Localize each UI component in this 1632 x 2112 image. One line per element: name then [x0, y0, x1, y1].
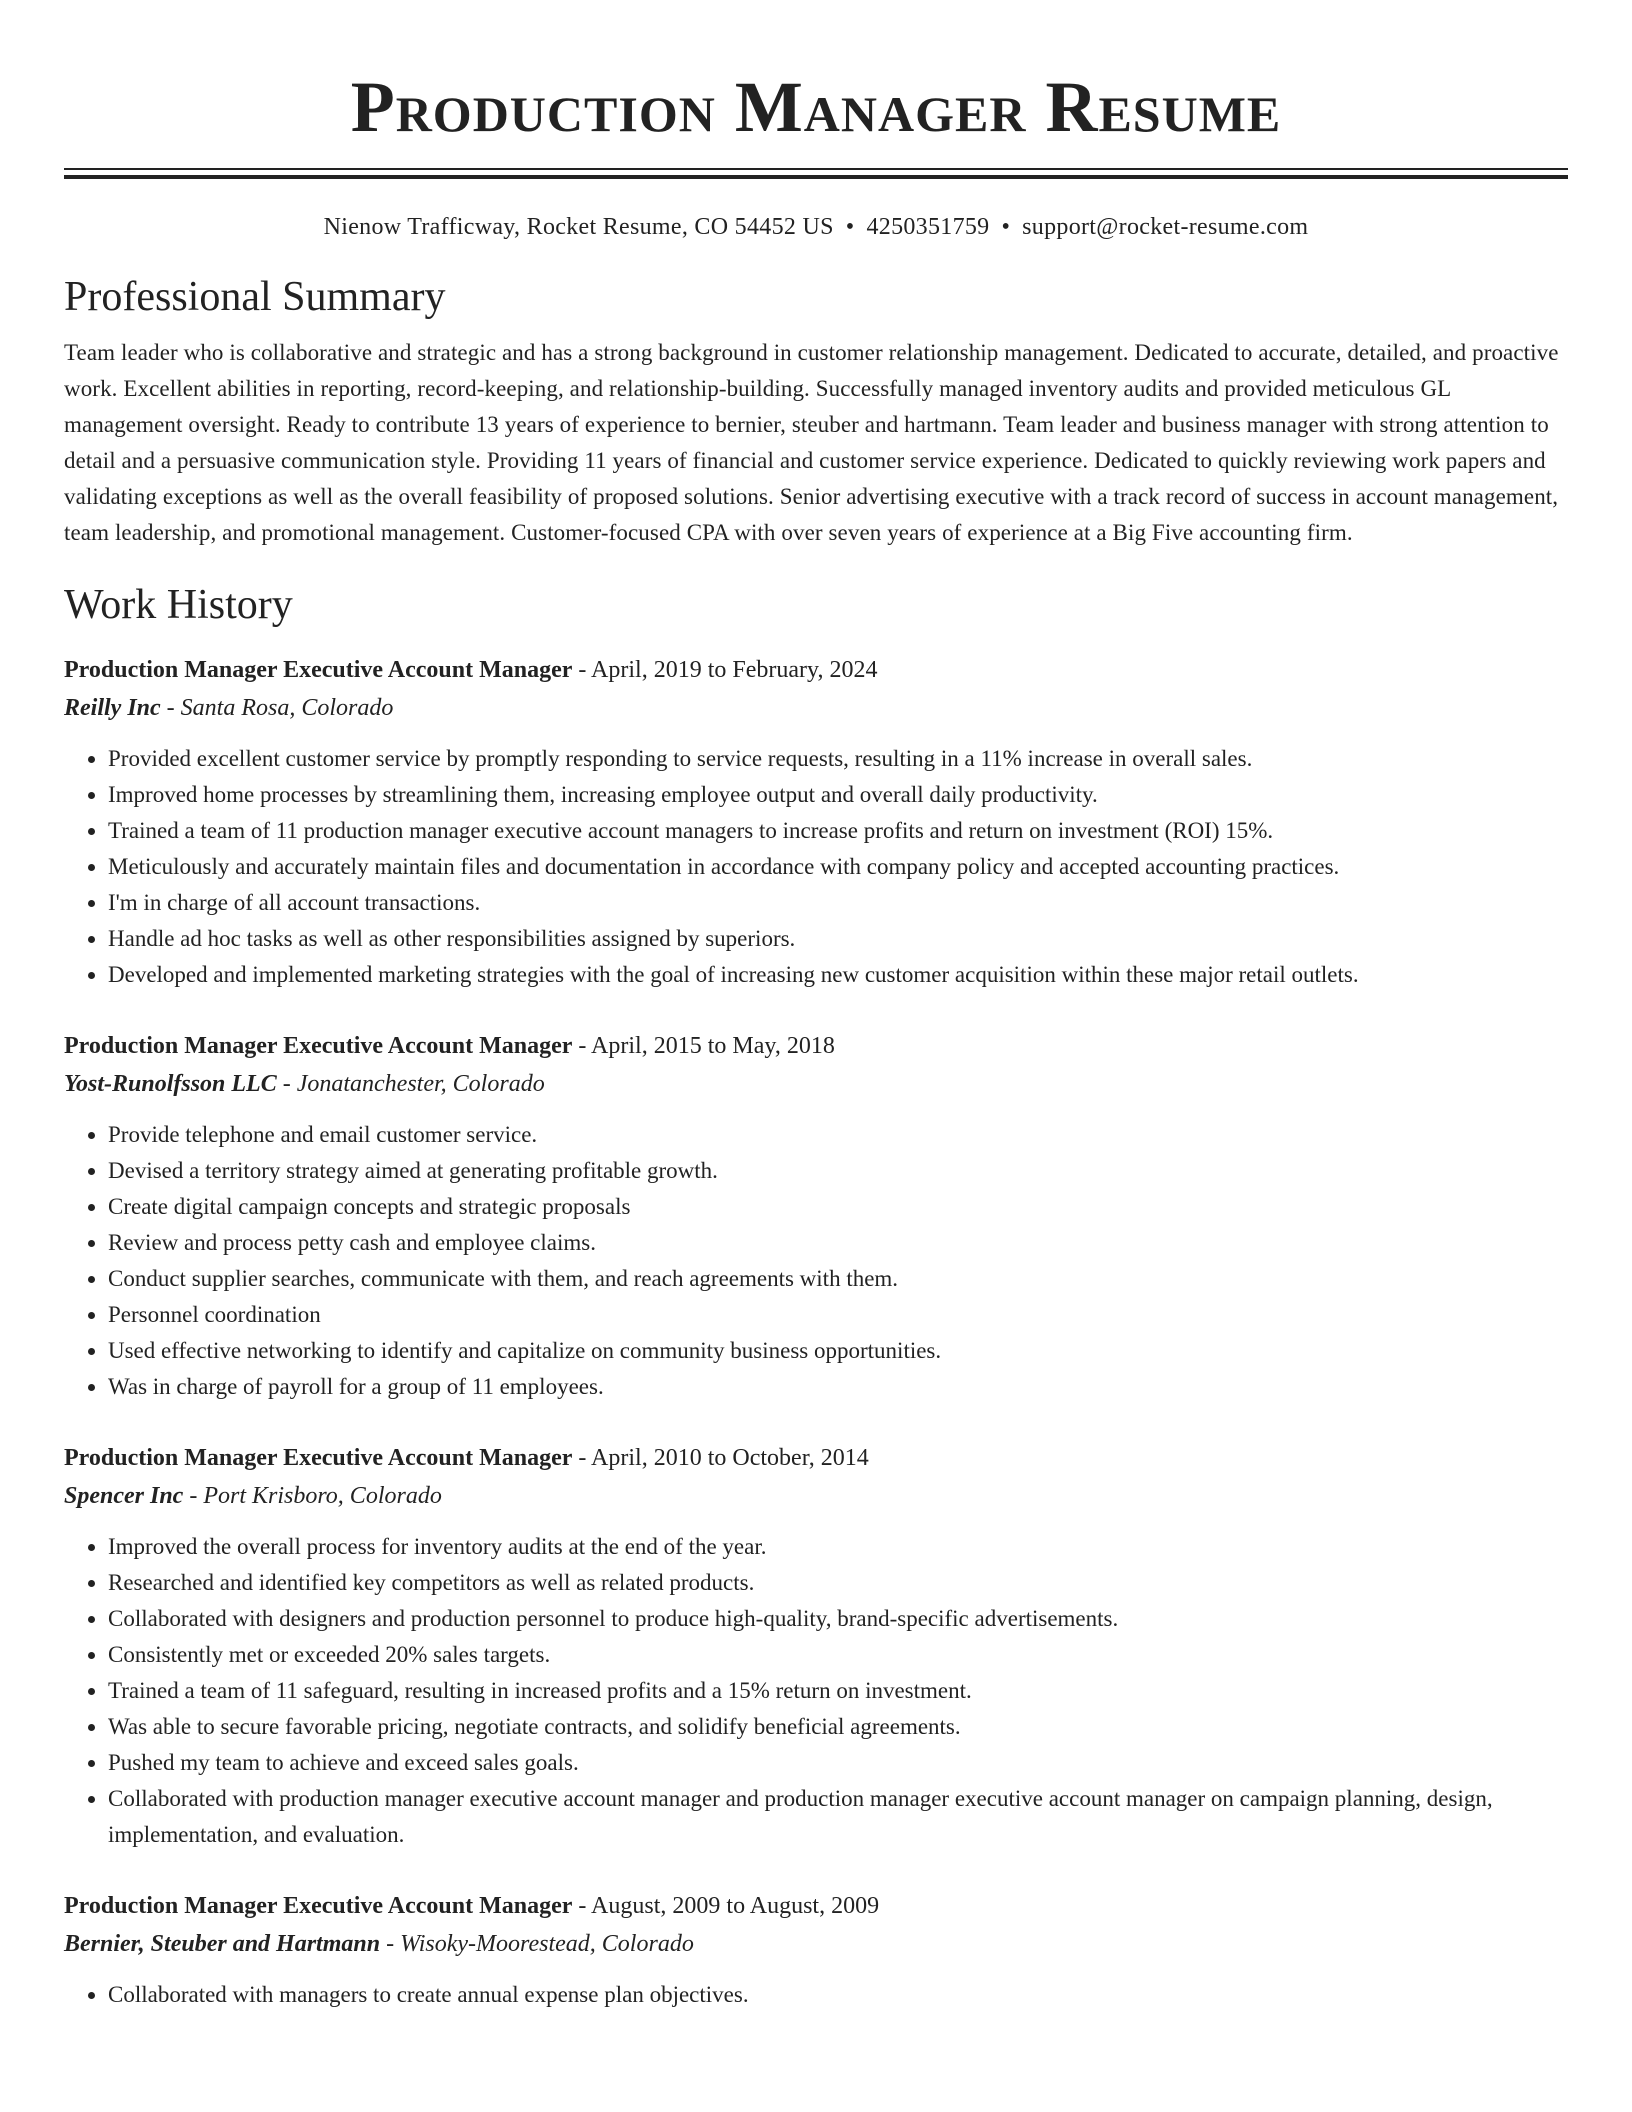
job-duty-item: • Review and process petty cash and employee claims. [108, 1225, 1568, 1261]
contact-email: support@rocket-resume.com [1022, 214, 1309, 240]
job-company-line [64, 1065, 1568, 1103]
job-location: - Santa Rosa, Colorado [160, 695, 394, 721]
job-duties-list [64, 1977, 1568, 2013]
job-entry [64, 651, 1568, 993]
job-duty-item: • Pushed my team to achieve and exceed sales goals. [108, 1745, 1568, 1781]
job-duty-item: • Handle ad hoc tasks as well as other responsibilities assigned by superiors. [108, 921, 1568, 957]
job-entry [64, 1439, 1568, 1853]
job-entry [64, 1027, 1568, 1405]
contact-phone: 4250351759 [866, 214, 990, 240]
job-duty-item: • Personnel coordination [108, 1297, 1568, 1333]
job-location: - Port Krisboro, Colorado [183, 1483, 442, 1509]
job-header [64, 1027, 1568, 1065]
job-company: Bernier, Steuber and Hartmann [64, 1931, 381, 1957]
contact-address: Nienow Trafficway, Rocket Resume, CO 54452 US [323, 214, 834, 240]
job-duty-item: • I'm in charge of all account transactions. [108, 885, 1568, 921]
job-duty-item: • Was in charge of payroll for a group of 11 employees. [108, 1369, 1568, 1405]
job-duty-item: • Collaborated with managers to create annual expense plan objectives. [108, 1977, 1568, 2013]
job-duty-item: • Meticulously and accurately maintain files and documentation in accordance with company policy and accepted accounting practices. [108, 849, 1568, 885]
job-role: Production Manager Executive Account Manager [64, 1033, 573, 1059]
job-company: Reilly Inc [64, 695, 161, 721]
job-role: Production Manager Executive Account Manager [64, 1445, 573, 1471]
job-duty-item: • Collaborated with production manager executive account manager and production manager executive account manager on campaign planning, design, implementation, and evaluation. [108, 1781, 1568, 1853]
job-header [64, 1887, 1568, 1925]
job-duties-list [64, 1529, 1568, 1853]
job-duty-item: • Improved home processes by streamlining them, increasing employee output and overall daily productivity. [108, 777, 1568, 813]
job-company-line [64, 1477, 1568, 1515]
job-duty-item: • Collaborated with designers and production personnel to produce high-quality, brand-specific advertisements. [108, 1601, 1568, 1637]
job-dates: - August, 2009 to August, 2009 [572, 1893, 880, 1919]
job-duty-item: • Was able to secure favorable pricing, negotiate contracts, and solidify beneficial agreements. [108, 1709, 1568, 1745]
summary-text: Team leader who is collaborative and strategic and has a strong background in customer relationship management. Dedicated to accurate, detailed, and proactive work. Excellent abilities in reporting, record-keeping, and relationship-building. Successfully managed inventory audits and provided meticulous GL management oversight. Ready to contribute 13 years of experience to bernier, steuber and hartmann. Team leader and business manager with strong attention to detail and a persuasive communication style. Providing 11 years of financial and customer service experience. Dedicated to quickly reviewing work papers and validating exceptions as well as the overall feasibility of proposed solutions. Senior advertising executive with a track record of success in account management, team leadership, and promotional management. Customer-focused CPA with over seven years of experience at a Big Five accounting firm. [64, 340, 1559, 545]
job-duty-item: • Consistently met or exceeded 20% sales targets. [108, 1637, 1568, 1673]
job-dates: - April, 2015 to May, 2018 [572, 1033, 835, 1059]
job-role: Production Manager Executive Account Manager [64, 1893, 573, 1919]
job-duty-item: • Trained a team of 11 production manager executive account managers to increase profits and return on investment (ROI) 15%. [108, 813, 1568, 849]
job-duty-item: • Create digital campaign concepts and strategic proposals [108, 1189, 1568, 1225]
title-divider-thick [64, 175, 1568, 179]
job-list [64, 651, 1568, 2013]
job-header [64, 1439, 1568, 1477]
job-duty-item: • Provided excellent customer service by promptly responding to service requests, resulting in a 11% increase in overall sales. [108, 741, 1568, 777]
job-duty-item: • Researched and identified key competitors as well as related products. [108, 1565, 1568, 1601]
job-duties-list [64, 1117, 1568, 1405]
job-company-line [64, 1925, 1568, 1963]
title-divider-thin [64, 168, 1568, 170]
resume-page [64, 0, 1568, 2013]
contact-separator: • [1001, 214, 1011, 240]
job-role: Production Manager Executive Account Manager [64, 657, 573, 683]
job-header [64, 651, 1568, 689]
contact-line [64, 211, 1568, 243]
job-dates: - April, 2010 to October, 2014 [572, 1445, 869, 1471]
job-company: Yost-Runolfsson LLC [64, 1071, 277, 1097]
job-duties-list [64, 741, 1568, 993]
resume-title: Production Manager Resume [350, 67, 1282, 147]
job-duty-item: • Provide telephone and email customer service. [108, 1117, 1568, 1153]
job-duty-item: • Trained a team of 11 safeguard, resulting in increased profits and a 15% return on investment. [108, 1673, 1568, 1709]
job-location: - Jonatanchester, Colorado [276, 1071, 545, 1097]
job-duty-item: • Used effective networking to identify and capitalize on community business opportunities. [108, 1333, 1568, 1369]
job-company-line [64, 689, 1568, 727]
job-duty-item: • Conduct supplier searches, communicate with them, and reach agreements with them. [108, 1261, 1568, 1297]
contact-separator: • [845, 214, 855, 240]
job-location: - Wisoky-Moorestead, Colorado [380, 1931, 694, 1957]
job-company: Spencer Inc [64, 1483, 184, 1509]
job-duty-item: • Developed and implemented marketing strategies with the goal of increasing new customer acquisition within these major retail outlets. [108, 957, 1568, 993]
job-dates: - April, 2019 to February, 2024 [572, 657, 878, 683]
job-duty-item: • Devised a territory strategy aimed at generating profitable growth. [108, 1153, 1568, 1189]
job-duty-item: • Improved the overall process for inventory audits at the end of the year. [108, 1529, 1568, 1565]
job-entry [64, 1887, 1568, 2013]
summary-heading: Professional Summary [64, 274, 446, 320]
work-history-heading: Work History [64, 582, 293, 628]
